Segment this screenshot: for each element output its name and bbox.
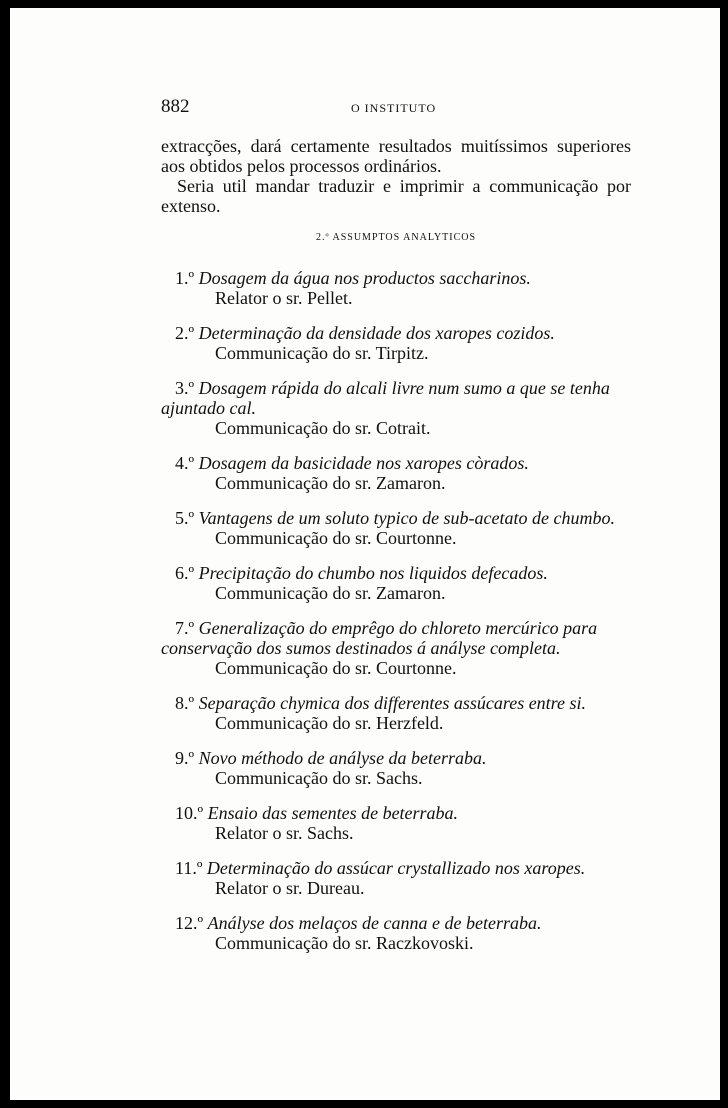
topic-item <box>161 453 631 493</box>
topic-reporter: Communicação do sr. Herzfeld. <box>215 713 444 733</box>
topic-number: 9.º <box>175 748 195 768</box>
topic-heading <box>161 618 631 658</box>
topic-number: 3.º <box>175 378 195 398</box>
topic-number: 8.º <box>175 693 195 713</box>
topic-title: Dosagem rápida do alcali livre num sumo a que se tenha ajuntado cal. <box>161 378 610 418</box>
topic-item <box>161 748 631 788</box>
topic-number: 4.º <box>175 453 195 473</box>
topic-reporter: Communicação do sr. Raczkovoski. <box>215 933 474 953</box>
topic-number: 12.º <box>175 913 204 933</box>
intro-paragraph: Seria util mandar traduzir e imprimir a communicação por extenso. <box>161 176 631 216</box>
topic-item <box>161 618 631 678</box>
topic-item <box>161 803 631 843</box>
topic-title: Novo méthodo de anályse da beterraba. <box>198 748 487 768</box>
topic-number: 6.º <box>175 563 195 583</box>
page-number: 882 <box>161 96 190 117</box>
intro-paragraph: extracções, dará certamente resultados muitíssimos superiores aos obtidos pelos processos ordinários. <box>161 136 631 176</box>
topic-title: Ensaio das sementes de beterraba. <box>207 803 459 823</box>
topic-heading <box>161 748 631 768</box>
topic-number: 5.º <box>175 508 195 528</box>
topic-item <box>161 323 631 363</box>
topic-item <box>161 378 631 438</box>
topic-title: Generalização do emprêgo do chloreto mercúrico para conservação dos sumos destinados á anályse completa. <box>161 618 598 658</box>
topic-title: Determinação da densidade dos xaropes cozidos. <box>198 323 555 343</box>
topic-heading <box>161 453 631 473</box>
page-header <box>161 96 581 120</box>
topic-item <box>161 858 631 898</box>
topic-title: Determinação do assúcar crystallizado nos xaropes. <box>206 858 586 878</box>
topic-heading <box>161 913 631 933</box>
topic-reporter: Relator o sr. Dureau. <box>215 878 365 898</box>
topic-heading <box>161 378 631 418</box>
topic-reporter: Communicação do sr. Tirpitz. <box>215 343 429 363</box>
section-heading: 2.º ASSUMPTOS ANALYTICOS <box>315 232 477 243</box>
topic-reporter: Communicação do sr. Zamaron. <box>215 583 446 603</box>
intro-text <box>161 136 631 216</box>
topic-reporter: Communicação do sr. Courtonne. <box>215 528 457 548</box>
topic-number: 7.º <box>175 618 195 638</box>
topic-reporter: Communicação do sr. Sachs. <box>215 768 423 788</box>
topic-heading <box>161 693 631 713</box>
topic-number: 1.º <box>175 268 195 288</box>
topic-list <box>161 268 631 968</box>
topic-item <box>161 913 631 953</box>
topic-reporter: Relator o sr. Sachs. <box>215 823 354 843</box>
running-title: O INSTITUTO <box>351 101 437 115</box>
document-page <box>10 8 720 1100</box>
topic-number: 2.º <box>175 323 195 343</box>
topic-heading <box>161 323 631 343</box>
topic-heading <box>161 858 631 878</box>
topic-number: 11.º <box>175 858 203 878</box>
topic-title: Vantagens de um soluto typico de sub-acetato de chumbo. <box>198 508 616 528</box>
topic-reporter: Communicação do sr. Courtonne. <box>215 658 457 678</box>
topic-heading <box>161 803 631 823</box>
topic-item <box>161 563 631 603</box>
topic-title: Dosagem da basicidade nos xaropes còrados. <box>198 453 529 473</box>
topic-reporter: Relator o sr. Pellet. <box>215 288 353 308</box>
topic-title: Precipitação do chumbo nos liquidos defecados. <box>198 563 548 583</box>
topic-reporter: Communicação do sr. Zamaron. <box>215 473 446 493</box>
topic-number: 10.º <box>175 803 204 823</box>
topic-title: Separação chymica dos differentes assúcares entre si. <box>198 693 587 713</box>
topic-item <box>161 268 631 308</box>
topic-item <box>161 693 631 733</box>
topic-reporter: Communicação do sr. Cotrait. <box>215 418 431 438</box>
topic-title: Anályse dos melaços de canna e de beterraba. <box>207 913 542 933</box>
topic-heading <box>161 563 631 583</box>
topic-heading <box>161 268 631 288</box>
topic-heading <box>161 508 631 528</box>
topic-title: Dosagem da água nos productos saccharinos. <box>198 268 531 288</box>
topic-item <box>161 508 631 548</box>
